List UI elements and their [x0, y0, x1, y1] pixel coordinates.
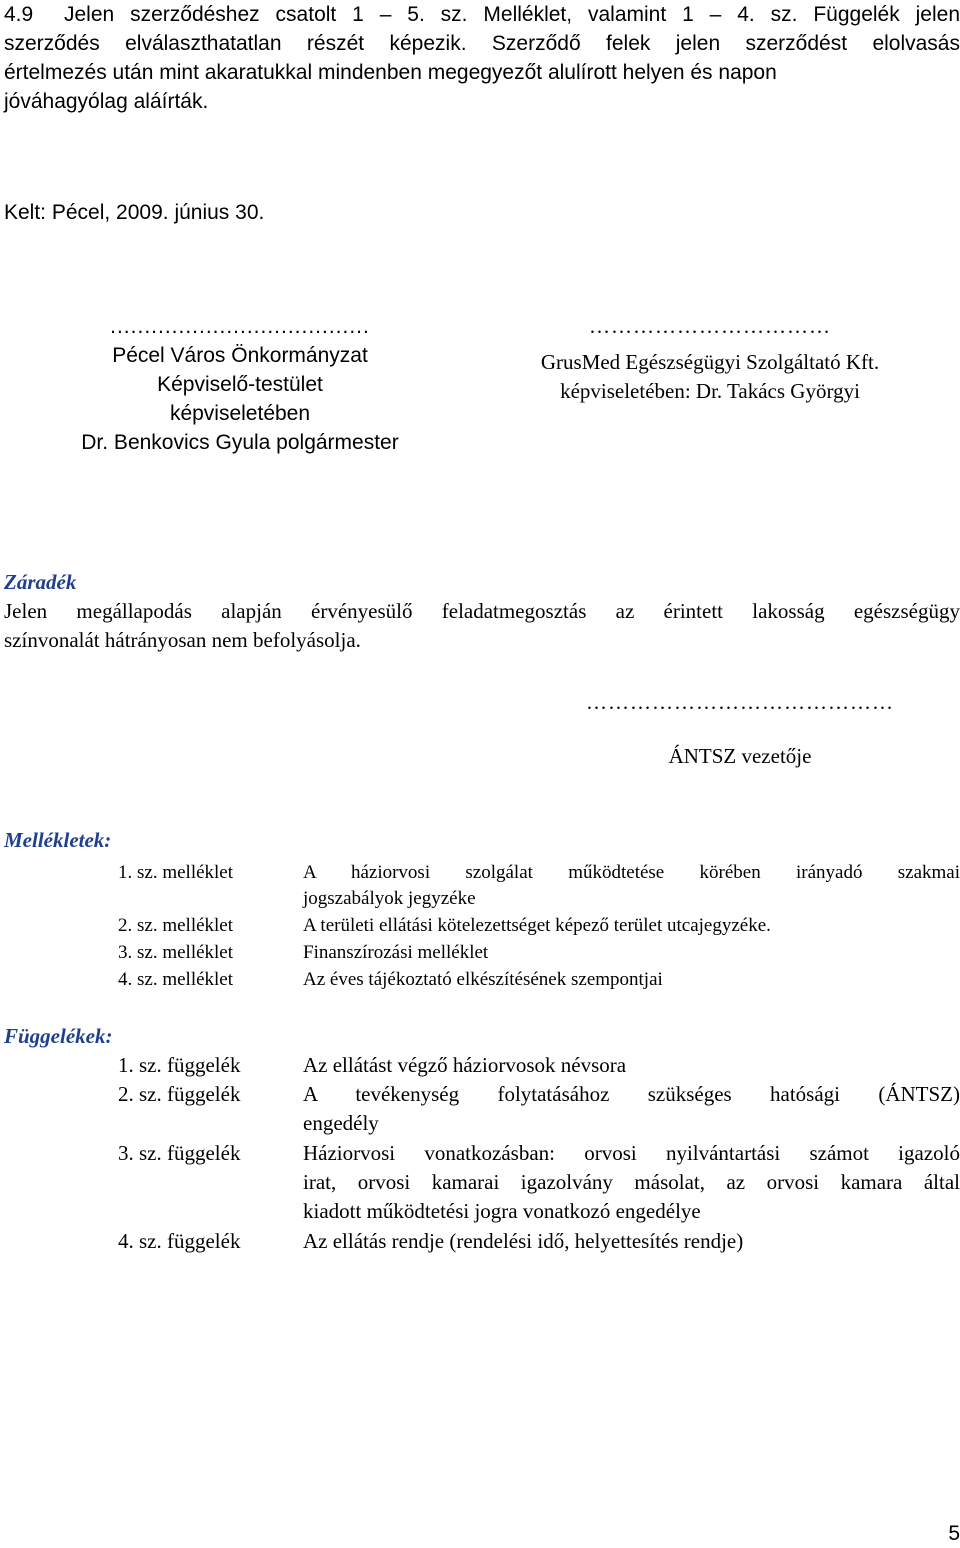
annexes-title: Mellékletek: [4, 828, 112, 852]
appendix-label: 1. sz. függelék [118, 1053, 241, 1077]
appendix-label: 2. sz. függelék [118, 1082, 241, 1106]
appendix-text-line-2: irat, orvosi kamarai igazolvány másolat, az orvosi kamara által [303, 1170, 960, 1194]
annex-text: Finanszírozási melléklet [303, 942, 489, 963]
annex-label: 4. sz. melléklet [118, 969, 234, 990]
antsz-signature-line: …………………………………… [586, 690, 894, 714]
annex-text: Az éves tájékoztató elkészítésének szempontjai [303, 969, 663, 990]
antsz-signature [520, 688, 960, 771]
section-number: 4.9 [4, 3, 34, 26]
section-line-2: szerződés elválaszthatatlan részét képezik. Szerződő felek jelen szerződést elolvasás [4, 32, 960, 55]
annex-label: 1. sz. melléklet [118, 862, 234, 883]
appendix-label: 3. sz. függelék [118, 1141, 241, 1165]
appendix-text-line-2: engedély [303, 1111, 379, 1135]
annex-text [303, 860, 960, 912]
signer-role-left: képviseletében [169, 402, 311, 425]
clause-title: Záradék [4, 570, 77, 594]
appendix-text: Az ellátás rendje (rendelési idő, helyettesítés rendje) [303, 1229, 744, 1253]
antsz-signer: ÁNTSZ vezetője [668, 744, 812, 768]
signature-block-left [60, 312, 420, 457]
signature-block-right [500, 312, 920, 406]
signer-body-left: Képviselő-testület [157, 373, 323, 396]
appendix-text [303, 1080, 960, 1138]
signer-name-left: Dr. Benkovics Gyula polgármester [81, 431, 399, 454]
signer-org-right: GrusMed Egészségügyi Szolgáltató Kft. [540, 350, 880, 374]
signer-name-right: képviseletében: Dr. Takács Györgyi [560, 379, 860, 403]
section-line-3: értelmezés után mint akaratukkal mindenben megegyezőt alulírott helyen és napon [4, 61, 777, 84]
page-number: 5 [948, 1522, 960, 1545]
appendices-title: Függelékek: [4, 1024, 113, 1048]
clause-body [4, 597, 960, 655]
clause-line-2: színvonalát hátrányosan nem befolyásolja. [4, 628, 361, 652]
signature-line-right: …………………………… [589, 314, 831, 338]
annex-text-line-1: A háziorvosi szolgálat működtetése körében irányadó szakmai [303, 862, 960, 883]
annex-label: 3. sz. melléklet [118, 942, 234, 963]
date-place-line: Kelt: Pécel, 2009. június 30. [4, 201, 265, 224]
annex-label: 2. sz. melléklet [118, 915, 234, 936]
appendix-text-line-1: Háziorvosi vonatkozásban: orvosi nyilvántartási számot igazoló [303, 1141, 960, 1165]
section-4-9 [4, 0, 960, 116]
annex-text: A területi ellátási kötelezettséget képező terület utcajegyzéke. [303, 915, 771, 936]
annex-text-line-2: jogszabályok jegyzéke [303, 888, 476, 909]
section-line-4: jóváhagyólag aláírták. [4, 90, 209, 113]
signer-org-left: Pécel Város Önkormányzat [112, 344, 368, 367]
appendix-text-line-3: kiadott működtetési jogra vonatkozó engedélye [303, 1199, 701, 1223]
section-line-1: Jelen szerződéshez csatolt 1 – 5. sz. Melléklet, valamint 1 – 4. sz. Függelék jelen [64, 3, 960, 26]
appendix-text [303, 1139, 960, 1226]
clause-line-1: Jelen megállapodás alapján érvényesülő feladatmegosztás az érintett lakosság egészségügy [4, 599, 960, 623]
signature-line-left: ...................................... [110, 315, 370, 338]
appendix-text-line-1: A tevékenység folytatásához szükséges hatósági (ÁNTSZ) [303, 1082, 960, 1106]
appendix-text: Az ellátást végző háziorvosok névsora [303, 1053, 627, 1077]
appendix-label: 4. sz. függelék [118, 1229, 241, 1253]
